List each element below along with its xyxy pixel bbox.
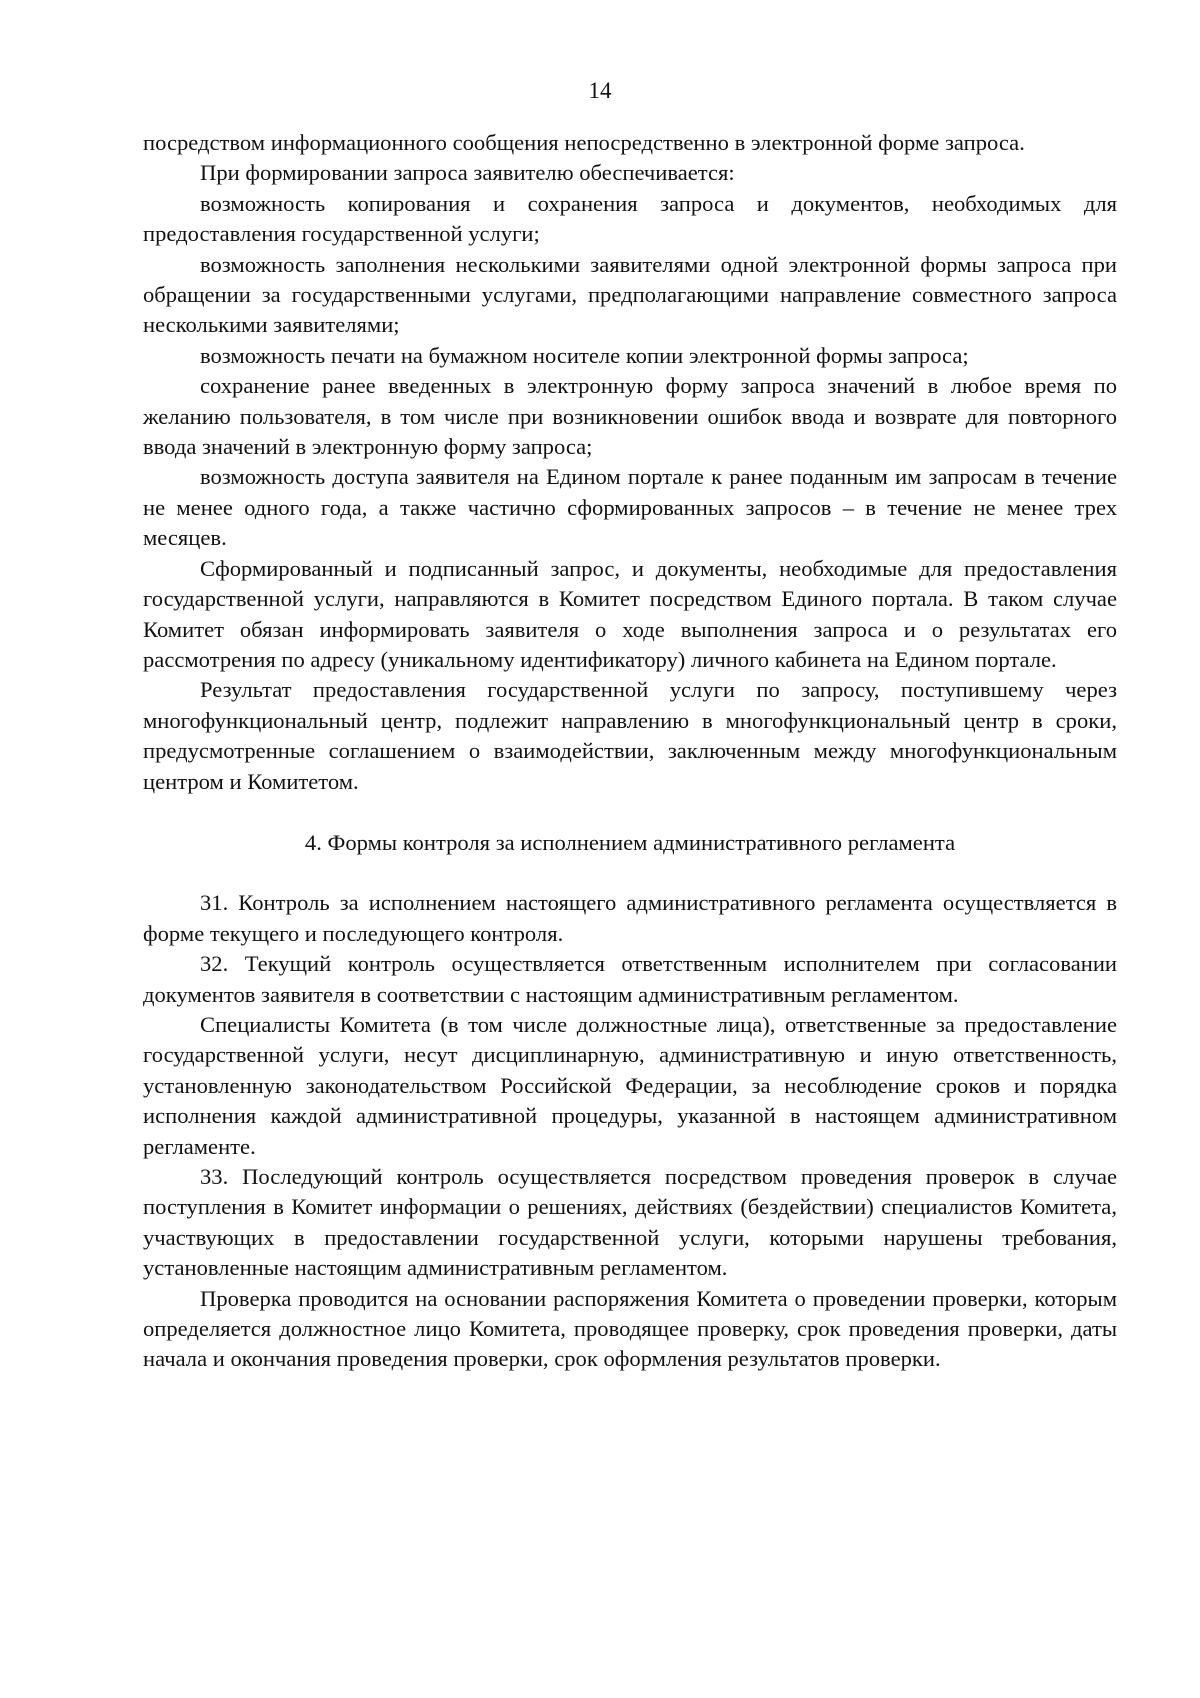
paragraph: Специалисты Комитета (в том числе должностные лица), ответственные за предоставление государственной услуги, несут дисциплинарную, административную и иную ответственность, установленную законодательством Российской Федерации, за несоблюдение сроков и порядка исполнения каждой административной процедуры, указанной в настоящем административном регламенте. — [143, 1011, 1117, 1159]
paragraph: Результат предоставления государственной услуги по запросу, поступившему через многофункциональный центр, подлежит направлению в многофункциональный центр в сроки, предусмотренные соглашением о взаимодействии, заключенным между многофункциональным центром и Комитетом. — [143, 677, 1117, 794]
section-heading: 4. Формы контроля за исполнением административного регламента — [304, 829, 956, 855]
paragraph: При формировании запроса заявителю обеспечивается: — [200, 160, 735, 186]
paragraph: 32. Текущий контроль осуществляется ответственным исполнителем при согласовании документов заявителя в соответствии с настоящим административным регламентом. — [143, 951, 1117, 1007]
paragraph: возможность заполнения несколькими заявителями одной электронной формы запроса при обращении за государственными услугами, предполагающими направление совместного запроса несколькими заявителями; — [143, 251, 1117, 338]
page-number: 14 — [588, 78, 612, 103]
paragraph: Сформированный и подписанный запрос, и документы, необходимые для предоставления государственной услуги, направляются в Комитет посредством Единого портала. В таком случае Комитет обязан информировать заявителя о ходе выполнения запроса и о результатах его рассмотрения по адресу (уникальному идентификатору) личного кабинета на Едином портале. — [143, 555, 1117, 672]
paragraph: Проверка проводится на основании распоряжения Комитета о проведении проверки, которым определяется должностное лицо Комитета, проводящее проверку, срок проведения проверки, даты начала и окончания проведения проверки, срок оформления результатов проверки. — [143, 1285, 1117, 1372]
paragraph: возможность доступа заявителя на Едином портале к ранее поданным им запросам в течение не менее одного года, а также частично сформированных запросов – в течение не менее трех месяцев. — [143, 464, 1117, 551]
paragraph: сохранение ранее введенных в электронную форму запроса значений в любое время по желанию пользователя, в том числе при возникновении ошибок ввода и возврате для повторного ввода значений в электронную форму запроса; — [143, 373, 1117, 460]
paragraph: возможность печати на бумажном носителе копии электронной формы запроса; — [200, 342, 969, 368]
paragraph: посредством информационного сообщения непосредственно в электронной форме запроса. — [143, 130, 1025, 155]
paragraph: возможность копирования и сохранения запроса и документов, необходимых для предоставления государственной услуги; — [143, 190, 1117, 247]
paragraph: 33. Последующий контроль осуществляется посредством проведения проверок в случае поступления в Комитет информации о решениях, действиях (бездействии) специалистов Комитета, участвующих в предоставлении государственной услуги, которыми нарушены требования, установленные настоящим административным регламентом. — [143, 1164, 1117, 1281]
document-body — [143, 128, 1117, 1375]
paragraph: 31. Контроль за исполнением настоящего административного регламента осуществляется в форме текущего и последующего контроля. — [143, 890, 1117, 946]
